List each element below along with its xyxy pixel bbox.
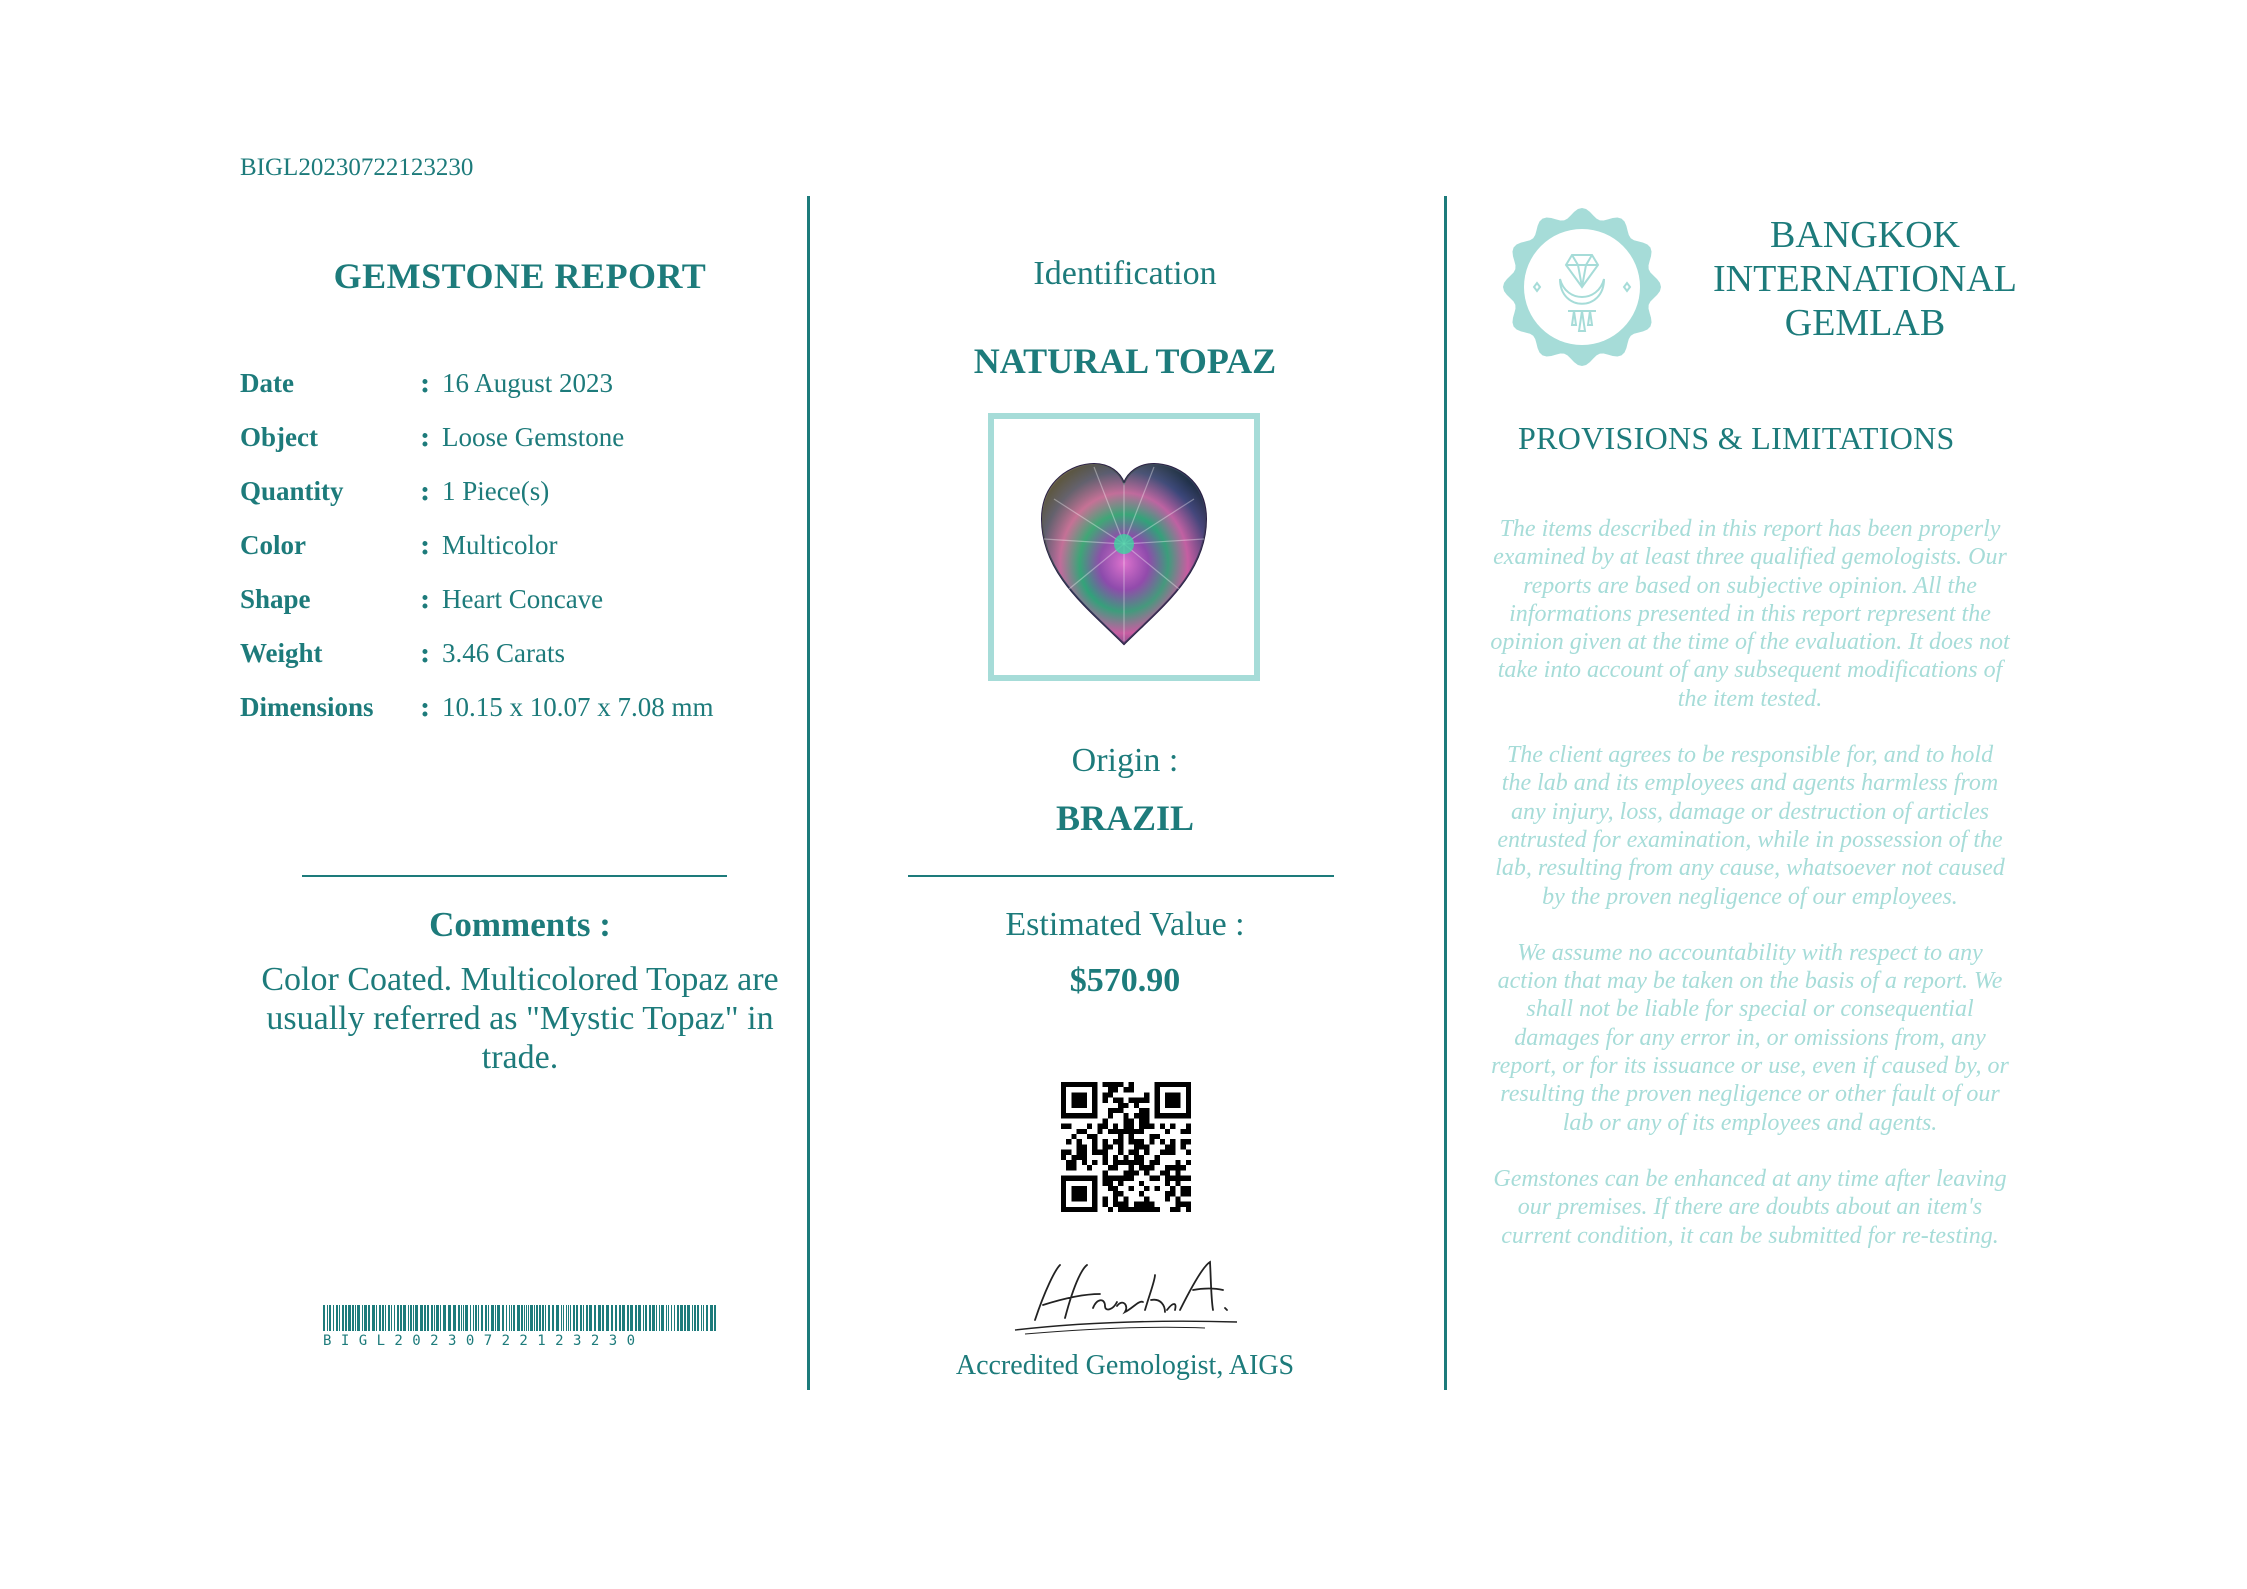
detail-row-weight (240, 638, 800, 692)
detail-value: Heart Concave (442, 584, 604, 614)
detail-label: Shape (240, 584, 311, 614)
barcode (323, 1305, 716, 1349)
detail-colon: : (420, 638, 430, 669)
detail-label: Date (240, 368, 294, 398)
provisions-title: PROVISIONS & LIMITATIONS (1518, 420, 1955, 456)
detail-colon: : (420, 476, 430, 507)
detail-label: Dimensions (240, 692, 374, 722)
detail-row-quantity (240, 476, 800, 530)
origin-label: Origin : (1071, 742, 1179, 779)
gemologist-title: Accredited Gemologist, AIGS (955, 1350, 1295, 1381)
qr-code[interactable] (1061, 1082, 1191, 1212)
comments-title: Comments : (429, 905, 611, 944)
detail-row-shape (240, 584, 800, 638)
estimated-value: $570.90 (1069, 962, 1181, 999)
provisions-paragraph: We assume no accountability with respect to any action that may be taken on the basis of a report. We shall not be liable for special or consequential damages for any error in, or omissions from, any report, or for its issuance or use, even if caused by, or resulting the proven negligence or other fault of our lab or any of its employees and agents. (1491, 939, 2009, 1136)
lab-name-line: GEMLAB (1784, 302, 1946, 344)
detail-colon: : (420, 530, 430, 561)
value-divider (908, 875, 1334, 877)
detail-value: Multicolor (442, 530, 558, 560)
provisions-paragraph: The items described in this report has been properly examined by at least three qualified gemologists. Our reports are based on subjective opinion. All the informations presented in this report represent the opinion given at the time of the evaluation. It does not take into account of any subsequent modifications of the item tested. (1490, 516, 2010, 712)
detail-colon: : (420, 584, 430, 615)
comments-divider (302, 875, 727, 877)
barcode-text: B I G L 2 0 2 3 0 7 2 2 1 2 3 2 3 0 (323, 1333, 636, 1349)
report-title: GEMSTONE REPORT (333, 256, 707, 296)
details-list (240, 368, 800, 746)
detail-label: Weight (240, 638, 323, 668)
estimated-value-label: Estimated Value : (1005, 906, 1245, 943)
provisions-paragraph: Gemstones can be enhanced at any time after leaving our premises. If there are doubts about an item's current condition, it can be submitted for re-testing. (1493, 1165, 2007, 1249)
detail-value: 3.46 Carats (442, 638, 565, 668)
detail-colon: : (420, 692, 430, 723)
column-divider-right (1444, 196, 1447, 1390)
seal-icon (1502, 207, 1662, 367)
detail-colon: : (420, 368, 430, 399)
origin-value: BRAZIL (1055, 798, 1195, 838)
detail-value: 1 Piece(s) (442, 476, 550, 506)
detail-label: Quantity (240, 476, 344, 506)
qr-code-pattern (1061, 1082, 1191, 1212)
detail-row-color (240, 530, 800, 584)
detail-colon: : (420, 422, 430, 453)
detail-label: Color (240, 530, 306, 560)
detail-value: 10.15 x 10.07 x 7.08 mm (442, 692, 714, 722)
provisions-text (1490, 515, 2010, 1278)
gemstone-image-frame (988, 413, 1260, 681)
identification-value: NATURAL TOPAZ (973, 341, 1277, 381)
gemstone-image (994, 419, 1254, 675)
detail-value: Loose Gemstone (442, 422, 625, 452)
signature-image (1005, 1250, 1245, 1340)
identification-label: Identification (1033, 255, 1217, 292)
signature (1005, 1250, 1245, 1340)
lab-seal-logo (1502, 207, 1662, 367)
detail-row-dimensions (240, 692, 800, 746)
report-id: BIGL20230722123230 (240, 154, 474, 181)
detail-row-object (240, 422, 800, 476)
lab-name (1705, 213, 2025, 345)
detail-row-date (240, 368, 800, 422)
detail-value: 16 August 2023 (442, 368, 614, 398)
lab-name-line: BANGKOK (1770, 214, 1960, 256)
provisions-paragraph: The client agrees to be responsible for, and to hold the lab and its employees and agents harmless from any injury, loss, damage or destruction of articles entrusted for examination, while in possession of the lab, resulting from any cause, whatsoever not caused by the proven negligence of our employees. (1495, 742, 2005, 910)
detail-label: Object (240, 422, 318, 452)
comments-text: Color Coated. Multicolored Topaz are usually referred as "Mystic Topaz" in trade. (261, 961, 779, 1076)
lab-name-line: INTERNATIONAL (1713, 258, 2017, 300)
barcode-bars (323, 1305, 716, 1331)
